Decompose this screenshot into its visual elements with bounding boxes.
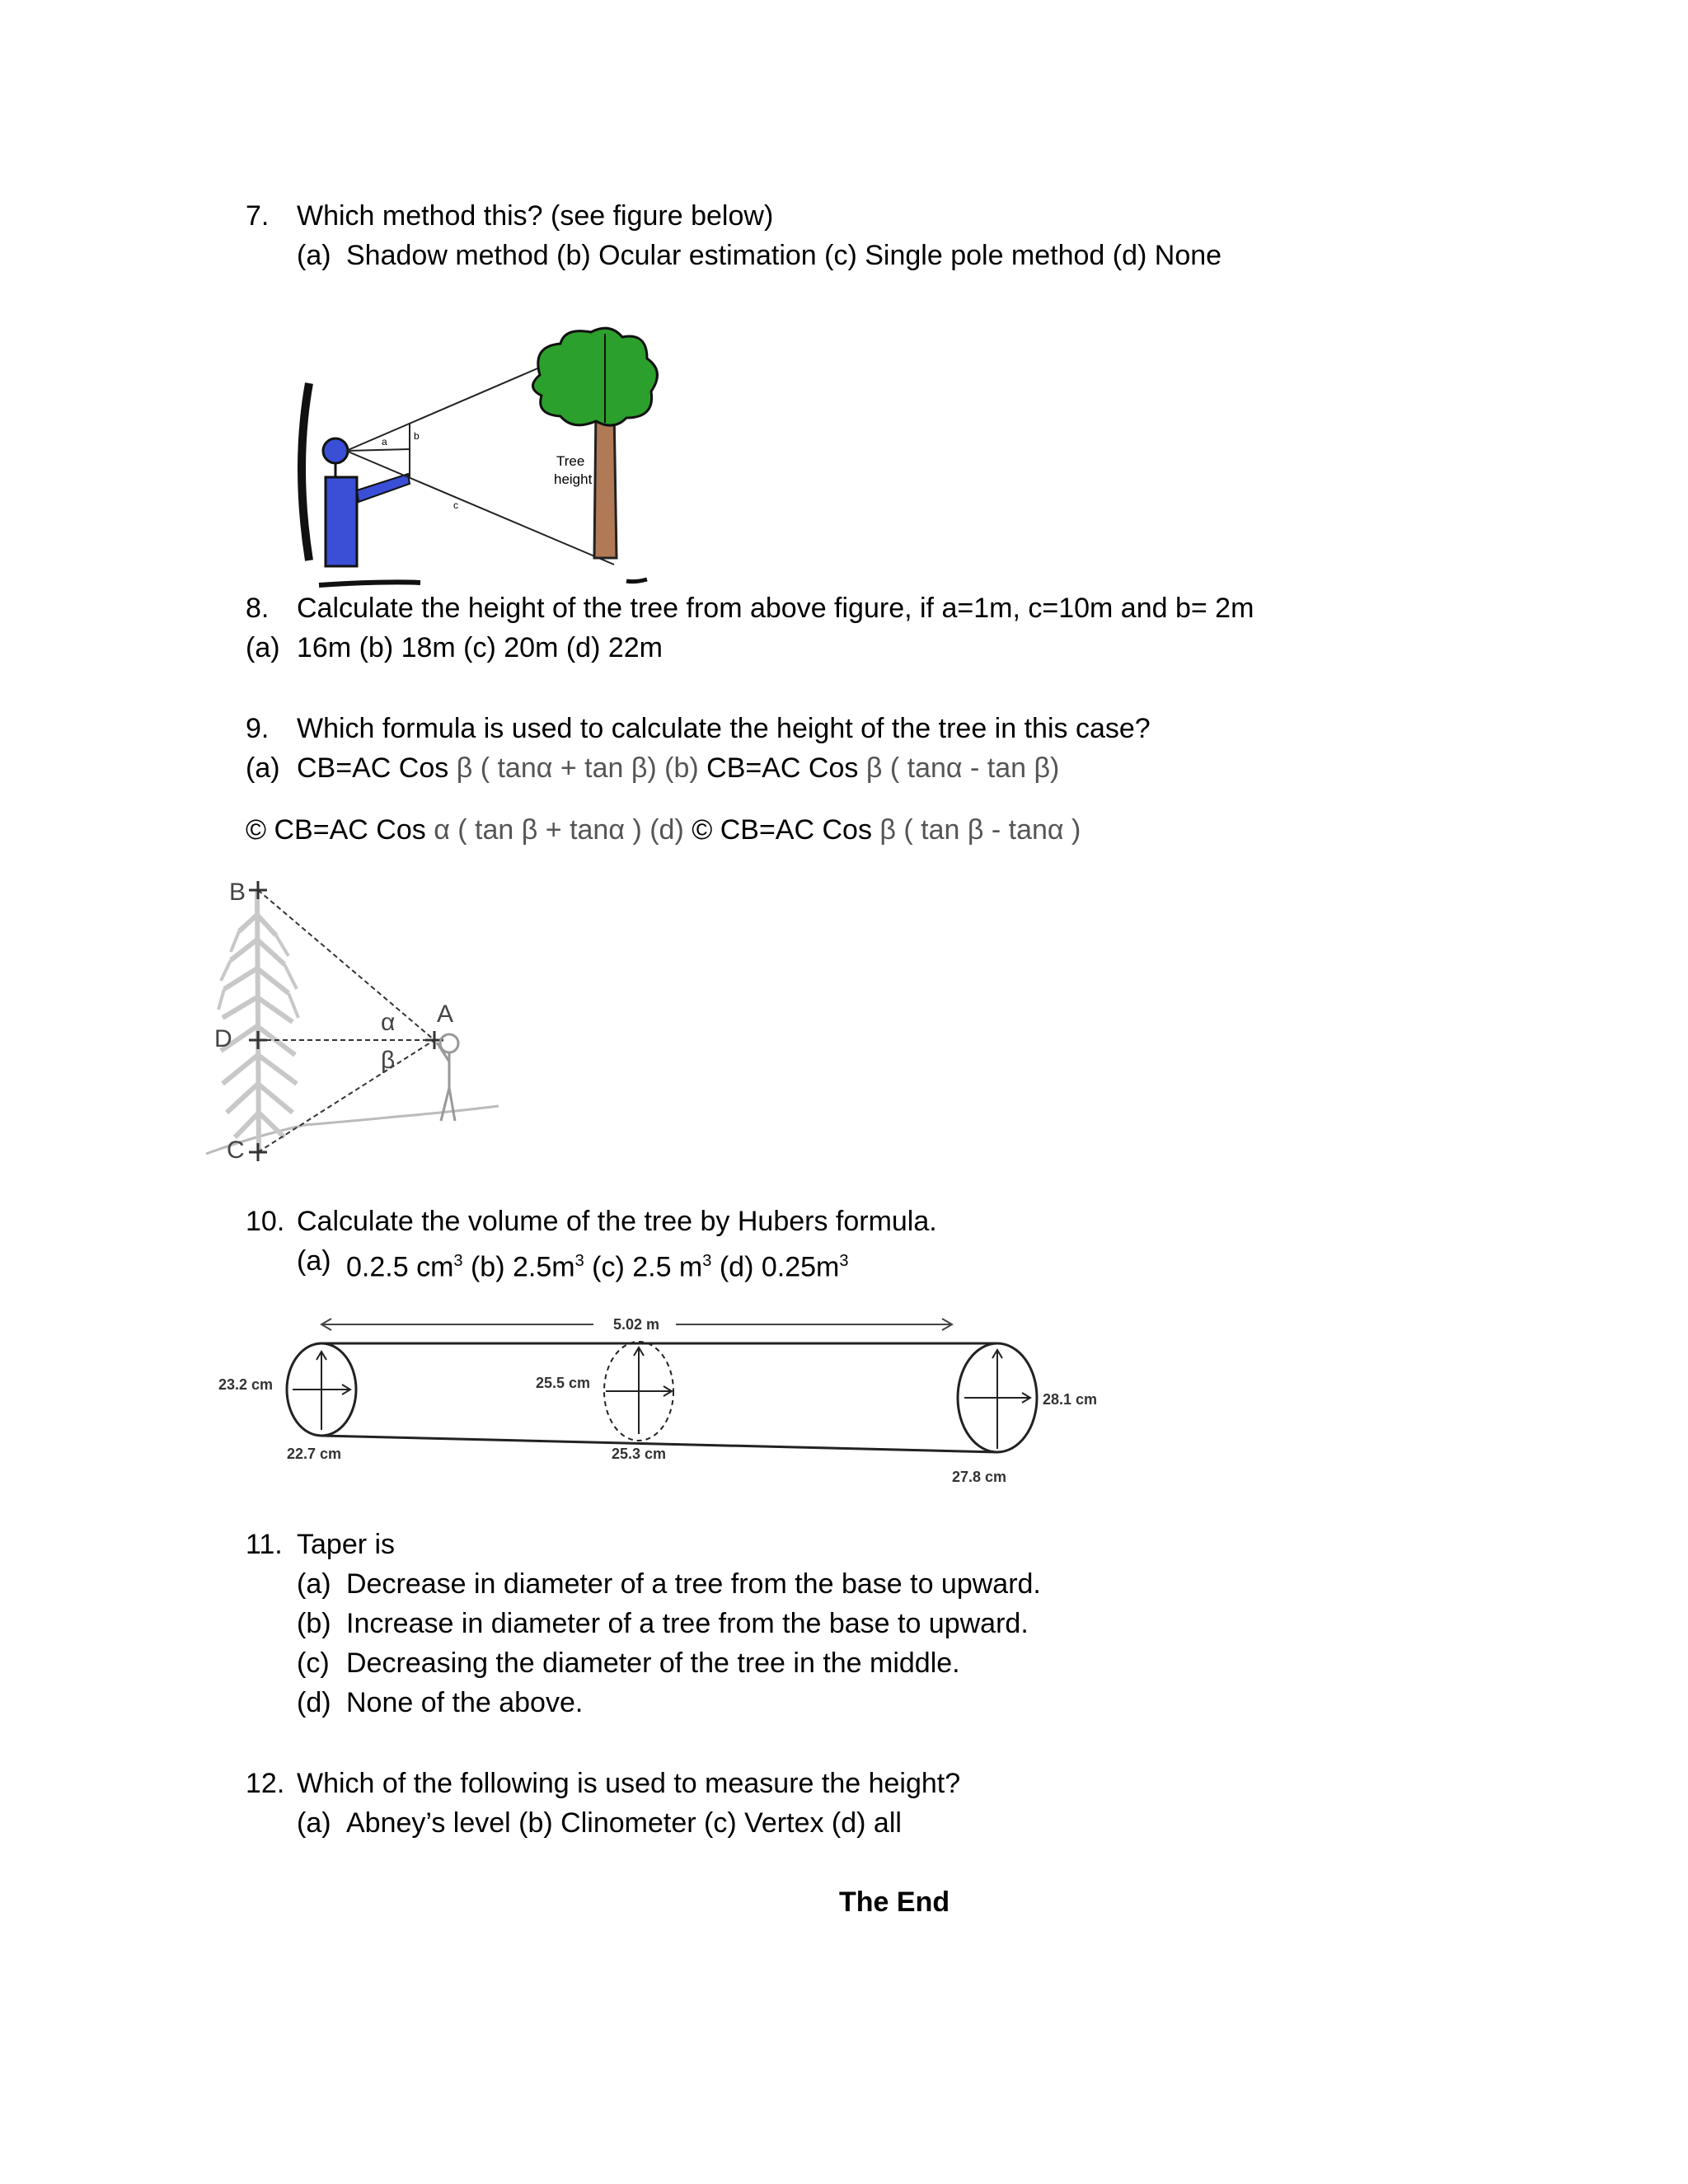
- q10-option-d: (d) 0.25m: [711, 1251, 840, 1283]
- q8-option-label: (a): [246, 632, 280, 663]
- q7-number: 7.: [246, 200, 270, 232]
- q10-sup-b: 3: [574, 1252, 584, 1270]
- q10-option-label: (a): [297, 1245, 331, 1277]
- q9-tree: [218, 890, 298, 1154]
- q10-sup-d: 3: [839, 1252, 849, 1270]
- q9-option-d-grey: β ( tan β - tanα ): [879, 814, 1081, 846]
- q8-options: 16m (b) 18m (c) 20m (d) 22m: [297, 632, 663, 663]
- q9-options-ab: [297, 752, 1059, 785]
- q10-left-d1: 23.2 cm: [218, 1376, 274, 1393]
- q11-option-a: Decrease in diameter of a tree from the base to upward.: [346, 1568, 1041, 1600]
- q9-label-C: C: [227, 1137, 245, 1164]
- q9-person: [437, 1034, 458, 1121]
- q7-label-a: a: [382, 436, 387, 448]
- q12-option-label: (a): [297, 1807, 331, 1839]
- q8-number: 8.: [246, 593, 270, 624]
- q11-question: Taper is: [297, 1529, 396, 1560]
- q10-figure: [206, 1302, 1113, 1500]
- q9-label-A: A: [437, 1001, 454, 1028]
- q9-option-c-main: © CB=AC Cos: [246, 814, 426, 846]
- q10-right-d1: 28.1 cm: [1043, 1391, 1098, 1408]
- q7-person-body: [326, 477, 357, 566]
- q10-sup-c: 3: [702, 1252, 712, 1270]
- q9-label-beta: β: [381, 1047, 396, 1074]
- q11-option-c: Decreasing the diameter of the tree in the middle.: [346, 1647, 960, 1679]
- q9-label-D: D: [214, 1025, 232, 1052]
- q7-figure: [284, 326, 696, 589]
- q10-sup-a: 3: [453, 1252, 463, 1270]
- q9-number: 9.: [246, 713, 270, 744]
- q9-option-b-main: CB=AC Cos: [706, 752, 859, 784]
- q11-number: 11.: [246, 1529, 283, 1560]
- q11-option-b: Increase in diameter of a tree from the base to upward.: [346, 1608, 1029, 1639]
- q7-tree-crown: [532, 328, 657, 425]
- q10-mid-d1: 25.5 cm: [536, 1375, 591, 1391]
- the-end: The End: [839, 1886, 950, 1918]
- q10-number: 10.: [246, 1206, 285, 1237]
- q9-label-alpha: α: [381, 1009, 396, 1036]
- q11-option-label-b: (b): [297, 1608, 331, 1639]
- q9-figure: [206, 874, 503, 1170]
- q7-person-head: [323, 438, 348, 463]
- q7-label-b: b: [414, 430, 420, 442]
- q10-option-c: (c) 2.5 m: [584, 1251, 703, 1283]
- q9-option-a-main: CB=AC Cos: [297, 752, 449, 784]
- q7-option-label: (a): [297, 240, 331, 271]
- q7-wall: [302, 383, 309, 560]
- q12-number: 12.: [246, 1768, 285, 1799]
- q9-option-c-grey: α ( tan β + tanα ) (d): [434, 814, 684, 846]
- q7-options: Shadow method (b) Ocular estimation (c) Single pole method (d) None: [346, 240, 1222, 271]
- q7-tree-label-2: height: [554, 471, 593, 487]
- q10-option-b: (b) 2.5m: [462, 1251, 575, 1283]
- q7-tree-trunk: [594, 408, 617, 558]
- q10-length-label: 5.02 m: [613, 1316, 660, 1333]
- q9-option-b-grey: β ( tanα - tan β): [865, 752, 1060, 784]
- q7-question: Which method this? (see figure below): [297, 200, 774, 232]
- q10-left-d2: 22.7 cm: [287, 1446, 342, 1462]
- q10-right-d2: 27.8 cm: [952, 1469, 1007, 1485]
- q7-tree-label-1: Tree: [556, 453, 585, 469]
- q9-options-cd: [246, 813, 1081, 846]
- q12-options: Abney’s level (b) Clinometer (c) Vertex (d) all: [346, 1807, 902, 1839]
- q9-option-label: (a): [246, 752, 280, 784]
- q10-question: Calculate the volume of the tree by Hubers formula.: [297, 1206, 937, 1237]
- q11-option-d: None of the above.: [346, 1687, 584, 1718]
- q9-option-a-grey: β ( tanα + tan β) (b): [456, 752, 699, 784]
- q9-label-B: B: [229, 879, 246, 906]
- q10-options: [346, 1244, 848, 1283]
- q11-option-label-a: (a): [297, 1568, 331, 1600]
- q11-option-label-c: (c): [297, 1647, 330, 1679]
- q11-option-label-d: (d): [297, 1687, 331, 1718]
- q8-question: Calculate the height of the tree from above figure, if a=1m, c=10m and b= 2m: [297, 593, 1254, 624]
- q10-option-a: 0.2.5 cm: [346, 1251, 454, 1283]
- q12-question: Which of the following is used to measure the height?: [297, 1768, 961, 1799]
- q10-mid-d2: 25.3 cm: [612, 1446, 667, 1462]
- q9-question: Which formula is used to calculate the height of the tree in this case?: [297, 713, 1151, 744]
- q9-option-d-main: © CB=AC Cos: [692, 814, 872, 846]
- q7-label-c: c: [453, 499, 458, 511]
